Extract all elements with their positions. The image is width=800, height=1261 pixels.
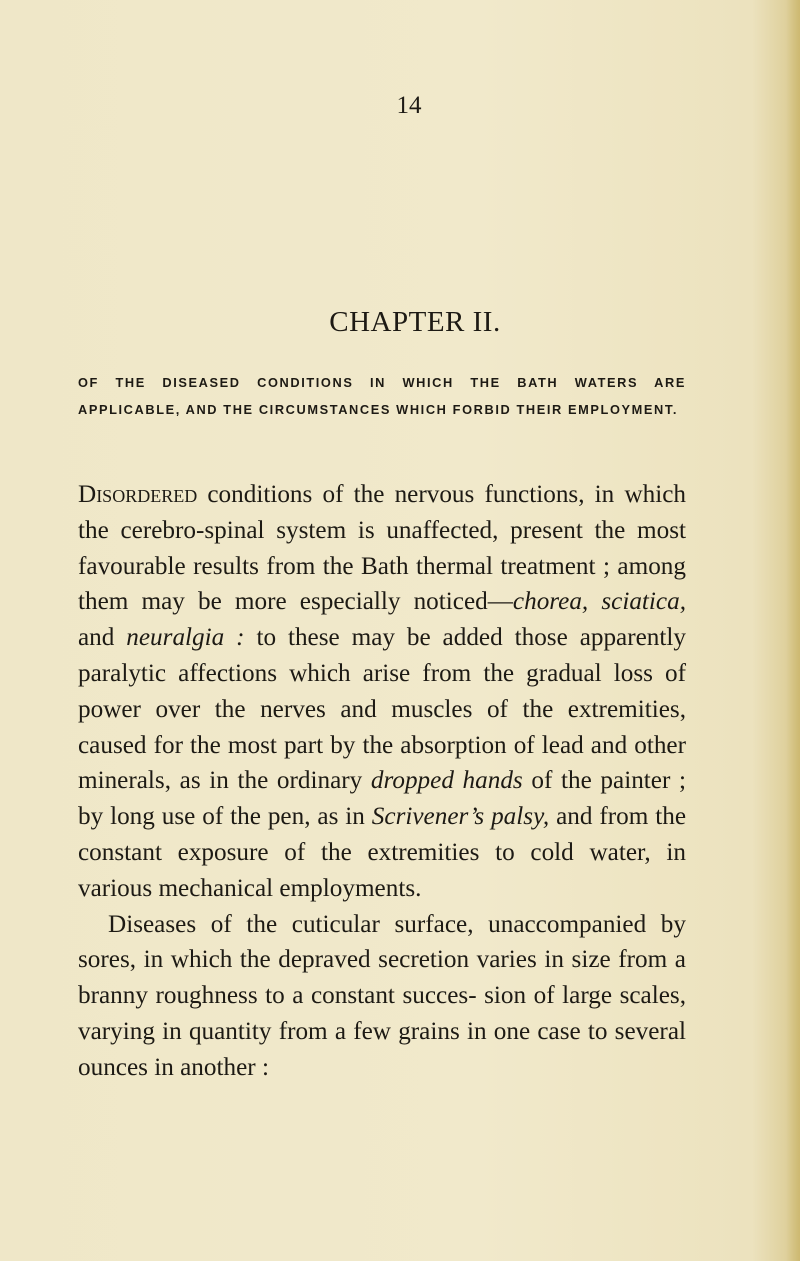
paragraph-1-text-a: conditions of the nervous functions, in which the cerebro-spinal system is unaffected, present the most favourable results from the Bath thermal treatment ; among them may be more especially noticed— <box>78 481 686 616</box>
paragraph-1-text-b: and <box>78 624 127 652</box>
page-edge-shadow <box>786 0 800 1261</box>
paragraph-1-text-e: and from the constant exposure of the extremities to cold water, in various mechanical employments. <box>78 803 686 902</box>
paragraph-2: Diseases of the cuticular surface, unaccompanied by sores, in which the depraved secretion varies in size from a branny roughness to a constant succes- sion of large scales, varying in quantity from a few grains in one case to several ounces in another : <box>78 910 686 1081</box>
italic-diseases: chorea, sciatica, <box>512 588 686 616</box>
paragraph-1-text-c: to these may be added those apparently paralytic affections which arise from the gradual loss of power over the nerves and muscles of the extremities, caused for the most part by the absorption of lead and other minerals, as in the ordinary <box>78 624 686 795</box>
page-number: 14 <box>396 92 422 119</box>
body-text <box>78 477 686 1086</box>
chapter-title: CHAPTER II. <box>329 306 501 338</box>
paragraph-1 <box>78 477 686 907</box>
italic-neuralgia: neuralgia : <box>126 624 245 652</box>
paragraph-1-text-d: of the painter ; by long use of the pen, as in <box>78 767 686 831</box>
italic-scriveners-palsy: Scrivener’s palsy, <box>371 803 550 831</box>
chapter-subtitle: OF THE DISEASED CONDITIONS IN WHICH THE BATH WATERS ARE APPLICABLE, AND THE CIRCUMSTANCES WHICH FORBID THEIR EMPLOYMENT. <box>78 375 686 417</box>
italic-dropped-hands: dropped hands <box>370 767 523 795</box>
dropcap-word: Disordered <box>78 481 198 508</box>
